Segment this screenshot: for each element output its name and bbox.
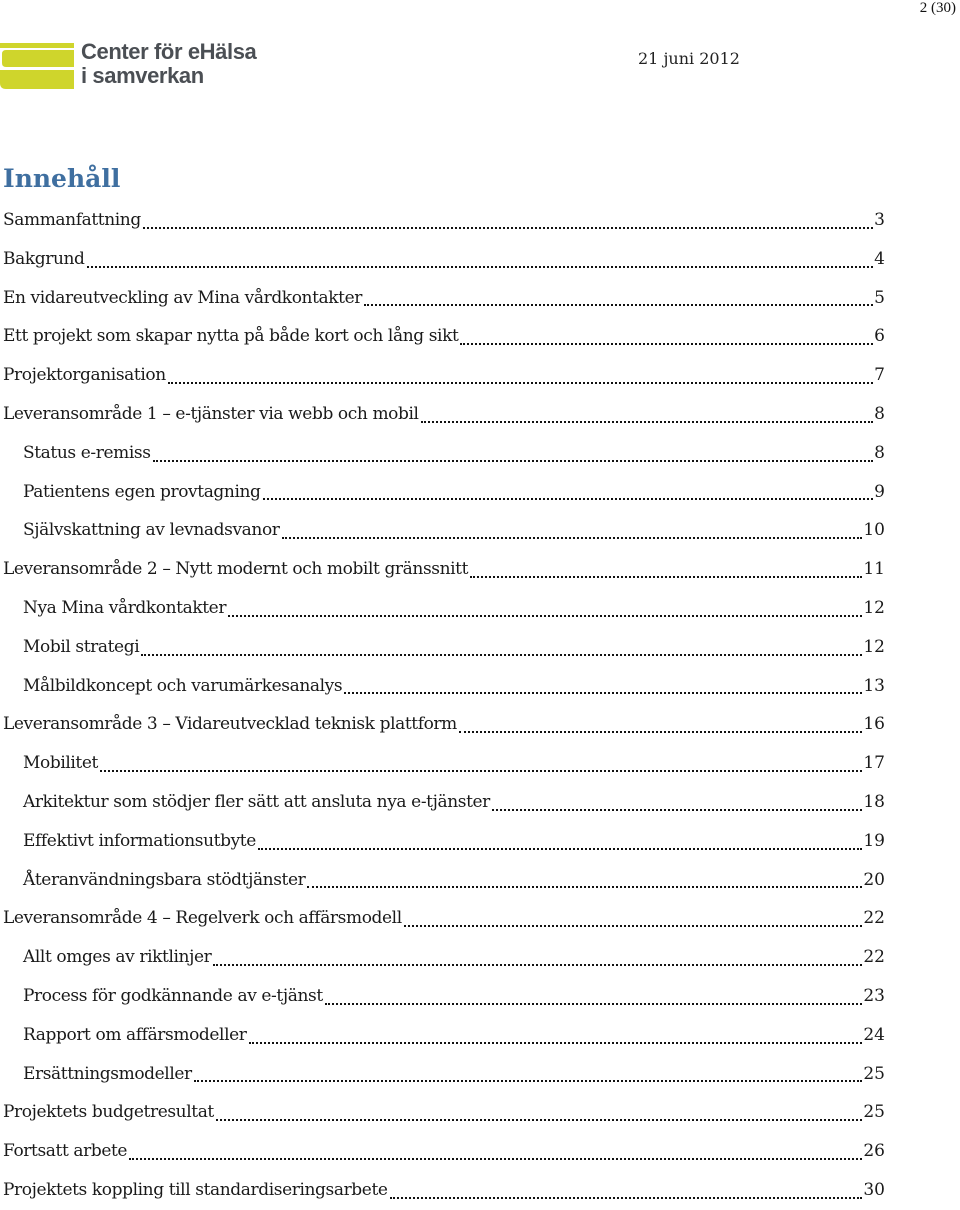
toc-dot-leader [153, 460, 874, 462]
toc-dot-leader [249, 1042, 863, 1044]
toc-entry-page: 26 [863, 1141, 885, 1162]
toc-entry-title: Allt omges av riktlinjer [23, 947, 212, 968]
toc-entry[interactable] [3, 1055, 885, 1094]
toc-entry-page: 23 [863, 985, 885, 1006]
page-number: 2 (30) [919, 0, 956, 16]
toc-entry[interactable] [3, 356, 885, 395]
toc-entry[interactable] [3, 240, 885, 279]
toc-entry-page: 18 [863, 791, 885, 812]
toc-entry[interactable] [3, 279, 885, 318]
toc-heading: Innehåll [3, 164, 121, 193]
toc-dot-leader [364, 304, 873, 306]
toc-entry-title: Arkitektur som stödjer fler sätt att ansluta nya e-tjänster [23, 791, 490, 812]
toc-dot-leader [282, 537, 863, 539]
toc-entry-page: 19 [863, 830, 885, 851]
toc-entry-page: 4 [874, 248, 885, 269]
toc-entry-title: Mobil strategi [23, 636, 140, 657]
toc-dot-leader [421, 421, 874, 423]
toc-dot-leader [344, 692, 862, 694]
toc-entry[interactable] [3, 744, 885, 783]
toc-entry[interactable] [3, 1093, 885, 1132]
toc-entry[interactable] [3, 589, 885, 628]
toc-entry[interactable] [3, 395, 885, 434]
toc-entry-title: Status e-remiss [23, 442, 151, 463]
toc-entry[interactable] [3, 550, 885, 589]
toc-entry-title: Patientens egen provtagning [23, 481, 261, 502]
toc-entry[interactable] [3, 977, 885, 1016]
toc-entry-title: Ett projekt som skapar nytta på både kort och lång sikt [3, 326, 459, 347]
toc-dot-leader [143, 227, 873, 229]
toc-dot-leader [141, 654, 862, 656]
toc-entry-page: 12 [863, 636, 885, 657]
toc-entry[interactable] [3, 822, 885, 861]
logo-mark-icon [0, 43, 74, 89]
toc-dot-leader [390, 1197, 863, 1199]
toc-entry[interactable] [3, 317, 885, 356]
toc-entry-page: 24 [863, 1024, 885, 1045]
toc-dot-leader [404, 925, 863, 927]
toc-entry-title: Mobilitet [23, 753, 98, 774]
toc-entry[interactable] [3, 628, 885, 667]
toc-entry-title: Leveransområde 1 – e-tjänster via webb och mobil [3, 403, 419, 424]
toc-entry-page: 8 [874, 403, 885, 424]
toc-entry[interactable] [3, 1171, 885, 1210]
toc-entry-page: 17 [863, 753, 885, 774]
toc-entry-page: 11 [863, 559, 885, 580]
toc-entry-page: 13 [863, 675, 885, 696]
toc-entry-title: Nya Mina vårdkontakter [23, 597, 227, 618]
toc-entry-page: 22 [863, 908, 885, 929]
toc-entry-page: 9 [874, 481, 885, 502]
toc-entry-title: Process för godkännande av e-tjänst [23, 985, 323, 1006]
toc-entry-title: Bakgrund [3, 248, 85, 269]
toc-entry-page: 30 [863, 1179, 885, 1200]
toc-entry-title: Återanvändningsbara stödtjänster [23, 869, 306, 890]
toc-entry-title: Projektets koppling till standardiseringsarbete [3, 1179, 388, 1200]
toc-entry[interactable] [3, 667, 885, 706]
toc-entry-title: Leveransområde 2 – Nytt modernt och mobilt gränssnitt [3, 559, 469, 580]
toc-dot-leader [87, 266, 874, 268]
toc-entry[interactable] [3, 511, 885, 550]
toc-dot-leader [263, 498, 874, 500]
toc-dot-leader [194, 1080, 863, 1082]
toc-entry-title: En vidareutveckling av Mina vårdkontakter [3, 287, 362, 308]
toc-entry-page: 25 [863, 1102, 885, 1123]
toc-dot-leader [459, 731, 862, 733]
toc-entry[interactable] [3, 201, 885, 240]
toc-entry-page: 7 [874, 365, 885, 386]
toc-entry[interactable] [3, 938, 885, 977]
toc-entry-title: Sammanfattning [3, 210, 141, 230]
toc-dot-leader [492, 809, 862, 811]
logo-line-2: i samverkan [81, 63, 204, 88]
toc-entry-page: 22 [863, 947, 885, 968]
toc-entry-title: Leveransområde 3 – Vidareutvecklad teknisk plattform [3, 714, 457, 735]
toc-entry[interactable] [3, 1016, 885, 1055]
toc-dot-leader [307, 886, 862, 888]
logo [0, 40, 260, 92]
toc-entry-title: Leveransområde 4 – Regelverk och affärsmodell [3, 908, 402, 929]
toc-entry[interactable] [3, 1132, 885, 1171]
table-of-contents [3, 201, 885, 1210]
toc-entry-title: Rapport om affärsmodeller [23, 1024, 247, 1045]
toc-entry[interactable] [3, 705, 885, 744]
toc-dot-leader [100, 770, 862, 772]
toc-entry-page: 10 [863, 520, 885, 541]
toc-entry-page: 12 [863, 597, 885, 618]
toc-dot-leader [129, 1158, 862, 1160]
toc-entry-title: Projektorganisation [3, 365, 166, 386]
toc-dot-leader [216, 1119, 862, 1121]
toc-entry-page: 8 [874, 442, 885, 463]
toc-entry-page: 6 [874, 326, 885, 347]
toc-entry-title: Effektivt informationsutbyte [23, 830, 256, 851]
toc-entry-page: 3 [874, 210, 885, 230]
toc-entry-page: 5 [874, 287, 885, 308]
toc-entry-title: Ersättningsmodeller [23, 1063, 192, 1084]
toc-entry-page: 25 [863, 1063, 885, 1084]
toc-entry-title: Projektets budgetresultat [3, 1102, 214, 1123]
toc-entry-title: Självskattning av levnadsvanor [23, 520, 280, 541]
toc-entry-title: Målbildkoncept och varumärkesanalys [23, 675, 343, 696]
document-date: 21 juni 2012 [638, 49, 740, 68]
logo-line-1: Center för eHälsa [81, 39, 257, 64]
toc-entry[interactable] [3, 783, 885, 822]
toc-entry-page: 16 [863, 714, 885, 735]
toc-dot-leader [460, 343, 873, 345]
toc-dot-leader [213, 964, 862, 966]
toc-dot-leader [470, 576, 862, 578]
toc-entry[interactable] [3, 899, 885, 938]
toc-entry[interactable] [3, 473, 885, 512]
toc-dot-leader [325, 1003, 863, 1005]
toc-entry[interactable] [3, 434, 885, 473]
toc-entry-title: Fortsatt arbete [3, 1141, 128, 1162]
toc-dot-leader [228, 615, 862, 617]
toc-entry-page: 20 [863, 869, 885, 890]
toc-dot-leader [168, 382, 873, 384]
toc-dot-leader [258, 848, 862, 850]
toc-entry[interactable] [3, 861, 885, 900]
